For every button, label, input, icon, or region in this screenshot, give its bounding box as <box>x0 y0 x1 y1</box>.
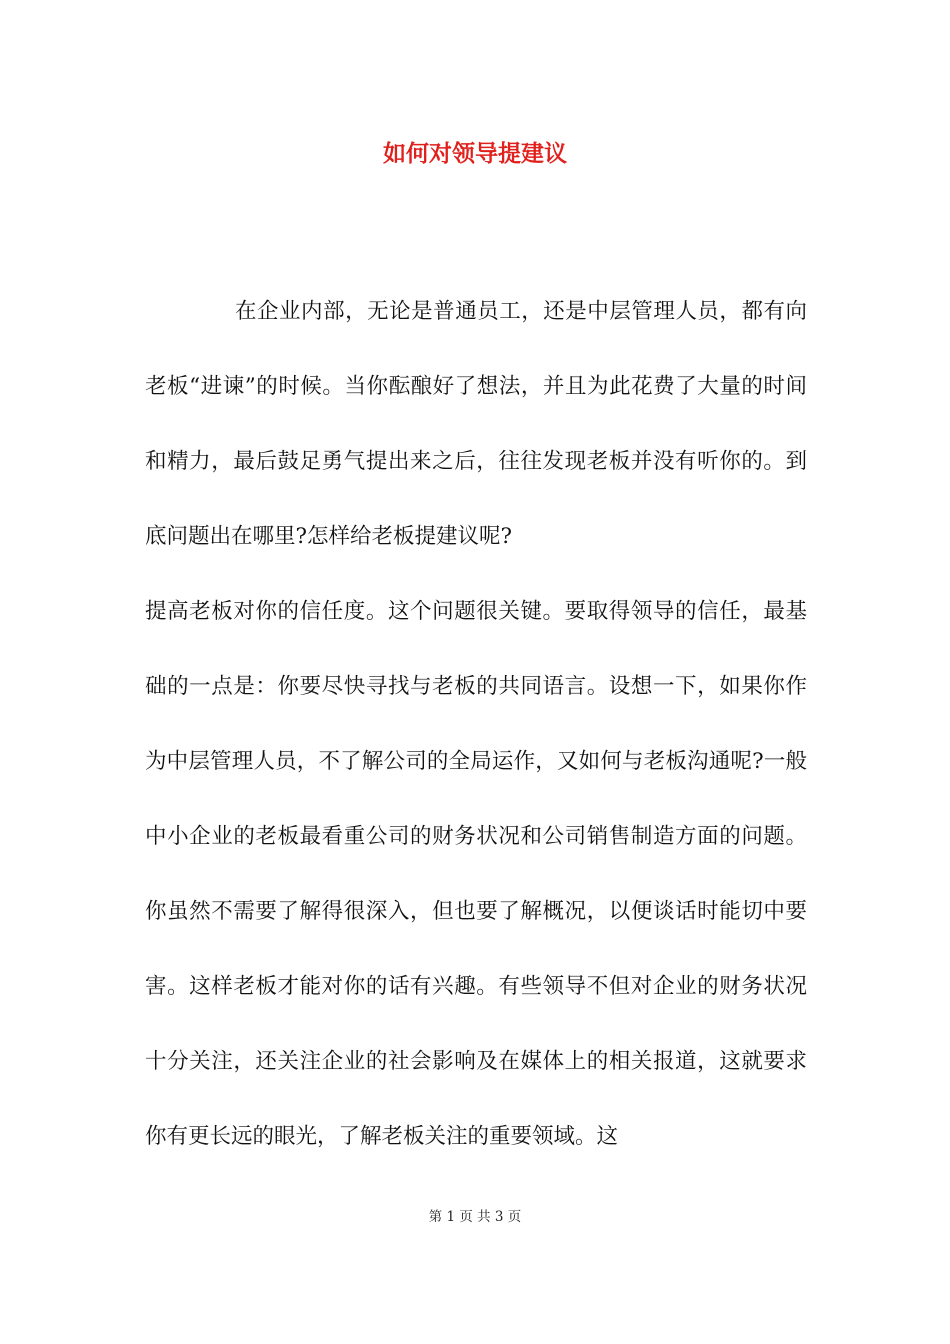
document-body <box>145 274 807 1174</box>
paragraph-trust: 提高老板对你的信任度。这个问题很关键。要取得领导的信任，最基础的一点是：你要尽快寻找与老板的共同语言。设想一下，如果你作为中层管理人员，不了解公司的全局运作，又如何与老板沟通呢?一般中小企业的老板最看重公司的财务状况和公司销售制造方面的问题。你虽然不需要了解得很深入，但也要了解概况，以便谈话时能切中要害。这样老板才能对你的话有兴趣。有些领导不但对企业的财务状况十分关注，还关注企业的社会影响及在媒体上的相关报道，这就要求你有更长远的眼光，了解老板关注的重要领域。这 <box>145 599 807 1149</box>
document-title: 如何对领导提建议 <box>383 140 567 167</box>
paragraph-intro: 在企业内部，无论是普通员工，还是中层管理人员，都有向老板“进谏”的时候。当你酝酿好了想法，并且为此花费了大量的时间和精力，最后鼓足勇气提出来之后，往往发现老板并没有听你的。到底问题出在哪里?怎样给老板提建议呢? <box>145 299 807 549</box>
page-number-footer: 第 1 页 共 3 页 <box>428 1209 522 1225</box>
